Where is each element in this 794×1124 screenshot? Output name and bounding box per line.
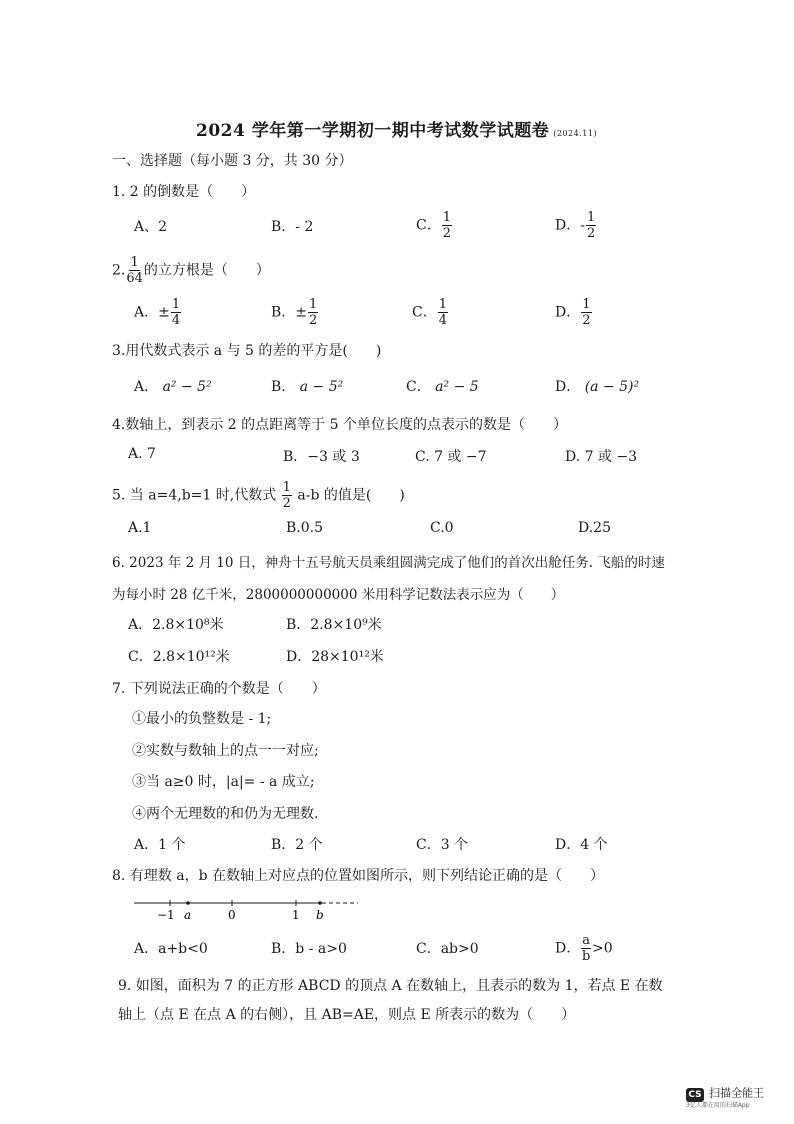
q4-option-b: B．−3 或 3 [283, 449, 360, 465]
q6-option-d: D．28×10¹²米 [286, 649, 384, 665]
q4-option-c: C. 7 或 −7 [415, 449, 487, 465]
fraction: $\frac{a}{b}$ [581, 933, 591, 964]
fraction: $\frac{1}{4}$ [438, 297, 447, 328]
q1-option-c: C． $\frac{1}{2}$ [416, 210, 451, 241]
q5-option-b: B.0.5 [286, 520, 324, 536]
fraction: $\frac{1}{64}$ [126, 255, 143, 286]
title-date: (2024.11) [553, 129, 598, 138]
q5-option-a: A.1 [128, 520, 152, 536]
q5-option-c: C.0 [430, 520, 454, 536]
q2-option-d: D． $\frac{1}{2}$ [555, 297, 591, 328]
q7-option-c: C．3 个 [416, 837, 469, 853]
section-heading: 一、选择题（每小题 3 分，共 30 分） [112, 153, 353, 169]
scanner-watermark [686, 1082, 765, 1109]
question-8-stem: 8. 有理数 a，b 在数轴上对应点的位置如图所示，则下列结论正确的是（ ） [112, 868, 605, 884]
q8-option-c: C．ab>0 [416, 941, 479, 957]
q3-option-a: A． a² − 5² [134, 379, 212, 395]
label-1: 1 [292, 908, 300, 922]
question-6-line-2: 为每小时 28 亿千米，2800000000000 米用科学记数法表示应为（ ） [112, 587, 565, 603]
camscanner-logo-icon: CS [686, 1088, 704, 1102]
q5-option-d: D.25 [578, 520, 611, 536]
point-b [318, 901, 322, 905]
q3-option-c: C． a² − 5 [406, 379, 479, 395]
question-7-stem: 7. 下列说法正确的个数是（ ） [112, 681, 326, 697]
q6-option-c: C．2.8×10¹²米 [128, 649, 230, 665]
q1-option-a: A、2 [134, 219, 168, 235]
question-6-line-1: 6. 2023 年 2 月 10 日，神舟十五号航天员乘组圆满完成了他们的首次出舱任务. 飞船的时速 [112, 555, 665, 571]
q4-option-a: A. 7 [128, 446, 156, 462]
watermark-name: 扫描全能王 [709, 1086, 765, 1100]
label-a: a [184, 908, 192, 922]
fraction: $\frac{1}{4}$ [171, 297, 181, 328]
q2-option-b: B．± $\frac{1}{2}$ [271, 297, 318, 328]
q7-statement-4: ④两个无理数的和仍为无理数. [132, 806, 319, 822]
q3-option-b: B． a − 5² [271, 379, 344, 395]
number-line-figure [132, 895, 362, 923]
q2-option-c: C． $\frac{1}{4}$ [412, 297, 447, 328]
q2-option-a: A．± $\frac{1}{4}$ [134, 297, 181, 328]
q8-option-d: D． $\frac{a}{b}$ >0 [555, 933, 613, 964]
q8-option-b: B．b - a>0 [271, 941, 347, 957]
q1-option-d: D．- $\frac{1}{2}$ [555, 210, 596, 241]
q1-option-b: B．- 2 [271, 219, 314, 235]
q7-statement-1: ①最小的负整数是 - 1; [132, 711, 272, 727]
watermark-subtitle: 3亿人都在用的扫描App [686, 1102, 750, 1109]
page-title [196, 116, 597, 141]
q6-option-a: A．2.8×10⁸米 [128, 617, 224, 633]
fraction: $\frac{1}{2}$ [586, 210, 596, 241]
q7-option-b: B．2 个 [271, 837, 323, 853]
fraction: $\frac{1}{2}$ [442, 210, 451, 241]
point-a [186, 901, 190, 905]
title-text: 2024 学年第一学期初一期中考试数学试题卷 [196, 121, 550, 141]
q7-statement-2: ②实数与数轴上的点一一对应; [132, 743, 319, 759]
question-4-stem: 4.数轴上，到表示 2 的点距离等于 5 个单位长度的点表示的数是（ ） [112, 417, 567, 433]
q7-option-d: D．4 个 [555, 837, 608, 853]
fraction: $\frac{1}{2}$ [282, 480, 291, 511]
question-9-line-2: 轴上（点 E 在点 A 的右侧），且 AB=AE，则点 E 所表示的数为（ ） [118, 1007, 576, 1023]
question-9-line-1: 9. 如图，面积为 7 的正方形 ABCD 的顶点 A 在数轴上，且表示的数为 1，若点 E 在数 [118, 978, 663, 994]
label-minus-1: −1 [157, 908, 175, 922]
question-5-stem: 5. 当 a=4,b=1 时,代数式 $\frac{1}{2}$ a-b 的值是( ) [112, 480, 405, 511]
label-0: 0 [228, 908, 236, 922]
label-b: b [316, 908, 324, 922]
question-3-stem: 3.用代数式表示 a 与 5 的差的平方是( ) [112, 343, 382, 359]
q4-option-d: D. 7 或 −3 [565, 449, 638, 465]
fraction: $\frac{1}{2}$ [309, 297, 318, 328]
fraction: $\frac{1}{2}$ [582, 297, 591, 328]
question-1-stem: 1. 2 的倒数是（ ） [112, 184, 256, 200]
question-2-stem: 2. $\frac{1}{64}$ 的立方根是（ ） [112, 255, 270, 286]
q7-option-a: A．1 个 [134, 837, 186, 853]
q3-option-d: D． (a − 5)² [555, 379, 640, 395]
q6-option-b: B．2.8×10⁹米 [286, 617, 382, 633]
q7-statement-3: ③当 a≥0 时，|a|= - a 成立; [132, 774, 315, 790]
q8-option-a: A．a+b<0 [134, 941, 208, 957]
